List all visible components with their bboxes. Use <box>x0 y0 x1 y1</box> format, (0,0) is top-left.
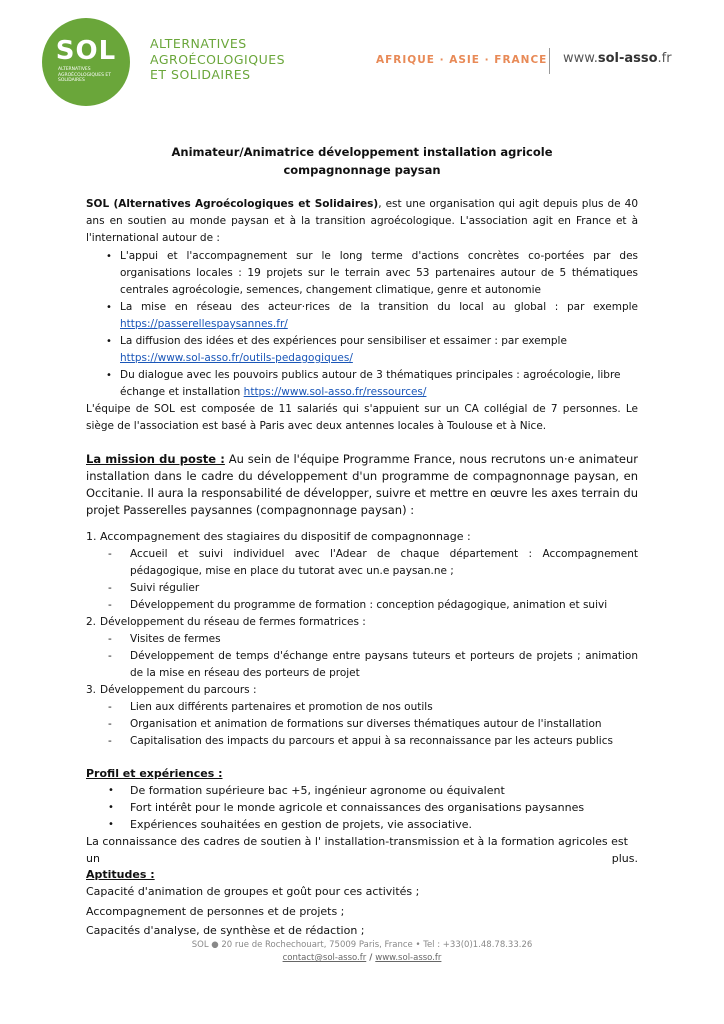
bullet-dot: • <box>106 370 112 381</box>
dash: - <box>108 599 112 611</box>
footer-separator: / <box>366 953 376 963</box>
profile-plus-line-2 <box>86 850 638 867</box>
footer-address: SOL ● 20 rue de Rochechouart, 75009 Paris, France • Tel : +33(0)1.48.78.33.26 <box>191 940 533 950</box>
intro-bullet-2 <box>120 299 638 333</box>
mission-paragraph <box>86 451 638 519</box>
intro-bullet-3-text: La diffusion des idées et des expériences pour sensibiliser et essaimer : par exemple <box>120 335 567 347</box>
bullet-dot: • <box>108 785 114 796</box>
bullet-dot: • <box>106 336 112 347</box>
profile-heading-text: Profil et expériences : <box>86 767 223 780</box>
section-1-item-2: Suivi régulier <box>130 582 200 594</box>
brand-line-3: ET SOLIDAIRES <box>150 67 251 82</box>
profile-bullet-2: Fort intérêt pour le monde agricole et connaissances des organisations paysannes <box>130 801 585 814</box>
dash: - <box>108 633 112 645</box>
mission-heading: La mission du poste : <box>86 452 225 466</box>
footer-web[interactable]: www.sol-asso.fr <box>375 953 442 963</box>
ressources-link[interactable]: https://www.sol-asso.fr/ressources/ <box>243 386 427 398</box>
section-3-title: Développement du parcours : <box>100 684 257 696</box>
intro-bullet-2-text: La mise en réseau des acteur·rices de la transition du local au global : par exemple <box>120 301 638 313</box>
aptitude-line-3: Capacités d'analyse, de synthèse et de rédaction ; <box>86 924 365 937</box>
intro-paragraph <box>86 196 638 247</box>
regions-tagline: AFRIQUE · ASIE · FRANCE <box>376 54 548 66</box>
footer-links <box>0 953 724 963</box>
intro-bullet-4 <box>120 367 638 401</box>
aptitudes-heading <box>86 866 638 883</box>
job-title-line-2: compagnonnage paysan <box>283 163 441 177</box>
aptitude-line-1: Capacité d'animation de groupes et goût pour ces activités ; <box>86 885 420 898</box>
sol-logo <box>42 18 130 106</box>
website-bold: sol-asso <box>597 51 658 66</box>
bullet-dot: • <box>106 251 112 262</box>
aptitude-line-2: Accompagnement de personnes et de projets ; <box>86 905 345 918</box>
bullet-dot: • <box>106 302 112 313</box>
aptitudes-heading-text: Aptitudes : <box>86 868 155 881</box>
profile-bullet-3: Expériences souhaitées en gestion de projets, vie associative. <box>130 818 472 831</box>
section-2-item-1: Visites de fermes <box>130 633 221 645</box>
bullet-dot: • <box>108 802 114 813</box>
website-suffix: .fr <box>657 51 672 66</box>
header-website[interactable] <box>563 51 672 66</box>
job-title-line-1: Animateur/Animatrice développement installation agricole <box>171 145 553 159</box>
section-3-item-3: Capitalisation des impacts du parcours et appui à sa reconnaissance par les acteurs publics <box>130 735 613 747</box>
brand-line-1: ALTERNATIVES <box>150 36 247 51</box>
section-1-item-3: Développement du programme de formation : conception pédagogique, animation et suivi <box>130 599 608 611</box>
dash: - <box>108 735 112 747</box>
outils-link[interactable]: https://www.sol-asso.fr/outils-pedagogiques/ <box>120 352 353 364</box>
dash: - <box>108 650 112 662</box>
logo-text: SOL <box>55 36 117 66</box>
job-title <box>0 143 724 179</box>
section-1-item-1: Accueil et suivi individuel avec l'Adear de chaque département : Accompagnement pédagogique, mise en place du tutorat avec un.e paysan.ne ; <box>130 548 638 577</box>
section-1-title: Accompagnement des stagiaires du dispositif de compagnonnage : <box>100 530 471 543</box>
mission-text: Au sein de l'équipe Programme France, nous recrutons un·e animateur installation dans le cadre du développement d'un programme de compagnonnage paysan, en Occitanie. Il aura la responsabilité de développer, suivre et mettre en œuvre les axes terrain du projet Passerelles paysannes (compagnonnage paysan) : <box>86 452 638 517</box>
website-prefix: www. <box>563 51 598 66</box>
profile-bullet-1: De formation supérieure bac +5, ingénieur agronome ou équivalent <box>130 784 505 797</box>
section-2-number: 2. <box>86 616 97 628</box>
team-paragraph: L'équipe de SOL est composée de 11 salariés qui s'appuient sur un CA collégial de 7 personnes. Le siège de l'association est basé à Paris avec deux antennes locales à Toulouse et à Nice. <box>86 403 638 432</box>
profile-plus-line: La connaissance des cadres de soutien à l' installation-transmission et à la formation agricoles est <box>86 835 628 848</box>
footer-email[interactable]: contact@sol-asso.fr <box>282 953 367 963</box>
section-3-item-1: Lien aux différents partenaires et promotion de nos outils <box>130 701 433 713</box>
brand-line-2: AGROÉCOLOGIQUES <box>150 51 286 67</box>
passerelles-link[interactable]: https://passerellespaysannes.fr/ <box>120 318 288 330</box>
dash: - <box>108 582 112 594</box>
section-3-number: 3. <box>86 684 97 696</box>
dash: - <box>108 548 112 560</box>
profile-heading <box>86 765 638 782</box>
intro-text: , est une organisation qui agit depuis plus de 40 ans en soutien au monde paysan et à la transition agroécologique. L'association agit en France et à l'international autour de : <box>86 198 638 244</box>
plus-left: un <box>86 852 100 865</box>
section-2-title: Développement du réseau de fermes formatrices : <box>100 616 366 628</box>
org-name: SOL (Alternatives Agroécologiques et Solidaires) <box>86 198 379 210</box>
intro-bullet-4-text: Du dialogue avec les pouvoirs publics autour de 3 thématiques principales : agroécologie, libre échange et installation <box>120 369 621 398</box>
dash: - <box>108 718 112 730</box>
intro-bullet-3 <box>120 333 638 367</box>
brand-name <box>150 36 285 83</box>
plus-right: plus. <box>611 852 638 865</box>
bullet-dot: • <box>108 819 114 830</box>
dash: - <box>108 701 112 713</box>
intro-bullet-1: L'appui et l'accompagnement sur le long terme d'actions concrètes co-portées par des organisations locales : 19 projets sur le terrain avec 53 partenaires autour de 5 thématiques centrales agroécologie, semences, changement climatique, genre et autonomie <box>120 250 638 296</box>
header-divider <box>549 48 550 74</box>
logo-small-text: ALTERNATIVES AGROÉCOLOGIQUES ET SOLIDAIRES <box>58 67 111 83</box>
section-2-item-2: Développement de temps d'échange entre paysans tuteurs et porteurs de projets ; animation de la mise en réseau des porteurs de projet <box>130 650 638 679</box>
section-1-number: 1. <box>86 530 97 543</box>
section-3-item-2: Organisation et animation de formations sur diverses thématiques autour de l'installation <box>130 718 602 730</box>
